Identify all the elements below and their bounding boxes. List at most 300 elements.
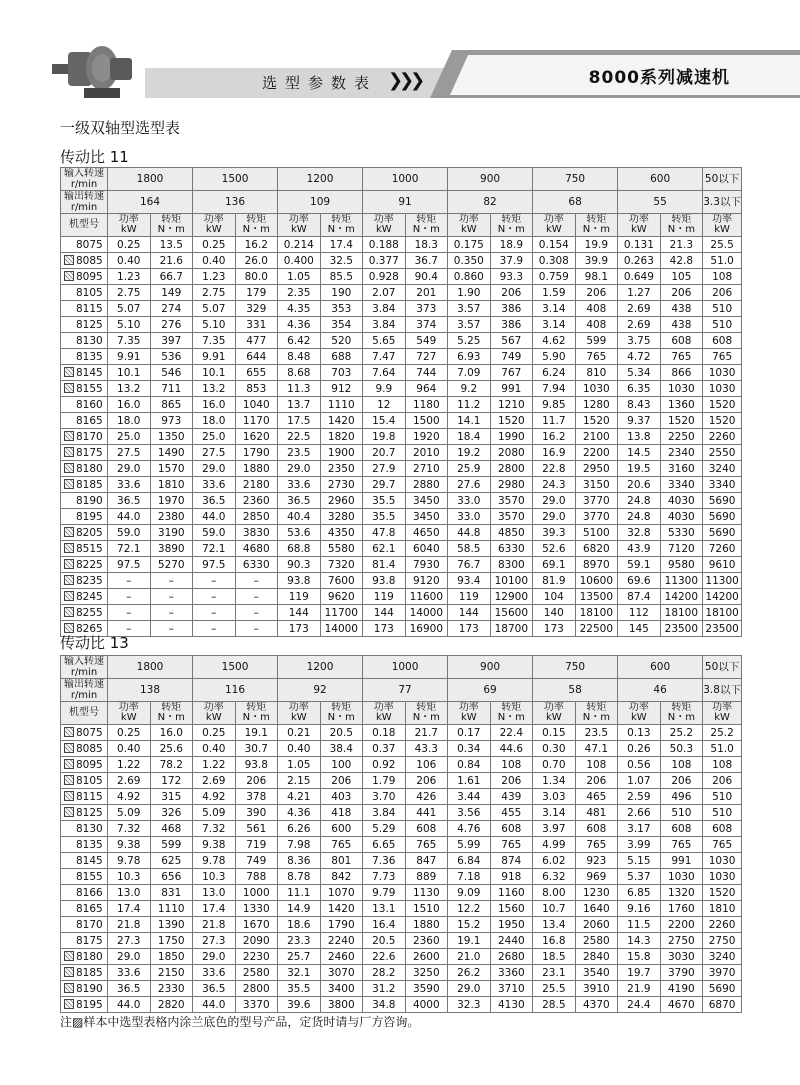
torque-unit: N・m xyxy=(497,224,525,235)
model-label: 机型号 xyxy=(61,214,108,237)
highlight-swatch-icon xyxy=(64,575,74,585)
torque-label: 转矩 xyxy=(331,214,352,225)
power-col-header xyxy=(108,214,151,237)
value-cell: 27.3 xyxy=(108,933,151,949)
value-cell: 510 xyxy=(703,301,742,317)
value-cell: 1030 xyxy=(703,381,742,397)
value-cell: 9.37 xyxy=(618,413,661,429)
value-cell: 50.3 xyxy=(660,741,703,757)
value-cell: 10.1 xyxy=(193,365,236,381)
table-row xyxy=(61,621,742,637)
value-cell: 11.7 xyxy=(533,413,576,429)
value-cell: 4.36 xyxy=(278,805,321,821)
value-cell: 10.7 xyxy=(533,901,576,917)
value-cell: 1360 xyxy=(660,397,703,413)
value-cell: 2.69 xyxy=(193,773,236,789)
power-col-header xyxy=(193,214,236,237)
value-cell: 179 xyxy=(235,285,278,301)
value-cell: 1.23 xyxy=(193,269,236,285)
value-cell: 58.5 xyxy=(448,541,491,557)
value-cell: 52.6 xyxy=(533,541,576,557)
output-speed-value: 82 xyxy=(448,191,533,214)
table-row xyxy=(61,317,742,333)
value-cell: 1030 xyxy=(575,381,618,397)
power-col-header xyxy=(278,702,321,725)
value-cell: 1.59 xyxy=(533,285,576,301)
value-cell: 1.27 xyxy=(618,285,661,301)
input-speed-value: 1000 xyxy=(363,656,448,679)
value-cell: 2150 xyxy=(150,965,193,981)
value-cell: 1920 xyxy=(405,429,448,445)
model-number: 8155 xyxy=(76,382,103,395)
value-cell: 2330 xyxy=(150,981,193,997)
value-cell: 4130 xyxy=(490,997,533,1013)
table-row xyxy=(61,269,742,285)
model-cell xyxy=(61,445,108,461)
value-cell: 6330 xyxy=(490,541,533,557)
value-cell: 18100 xyxy=(575,605,618,621)
value-cell: – xyxy=(108,621,151,637)
value-cell: 3570 xyxy=(490,493,533,509)
power-unit: kW xyxy=(631,224,647,235)
value-cell: 51.0 xyxy=(703,253,742,269)
power-unit: kW xyxy=(205,224,222,235)
value-cell: 546 xyxy=(150,365,193,381)
input-speed-value: 1500 xyxy=(193,656,278,679)
input-speed-text: 输入转速 xyxy=(64,168,104,179)
table-row xyxy=(61,301,742,317)
model-cell xyxy=(61,493,108,509)
value-cell: 7.73 xyxy=(363,869,406,885)
power-col-header xyxy=(193,702,236,725)
value-cell: 106 xyxy=(405,757,448,773)
value-cell: 206 xyxy=(660,285,703,301)
model-number: 8195 xyxy=(76,998,103,1011)
value-cell: 16.4 xyxy=(363,917,406,933)
value-cell: 8.00 xyxy=(533,885,576,901)
torque-col-header xyxy=(405,214,448,237)
highlight-swatch-icon xyxy=(64,255,74,265)
value-cell: 30.7 xyxy=(235,741,278,757)
value-cell: 7.35 xyxy=(108,333,151,349)
model-cell xyxy=(61,541,108,557)
value-cell: 16.0 xyxy=(108,397,151,413)
value-cell: 20.5 xyxy=(363,933,406,949)
value-cell: 19.2 xyxy=(448,445,491,461)
value-cell: 1520 xyxy=(575,413,618,429)
value-cell: 69.6 xyxy=(618,573,661,589)
value-cell: 8300 xyxy=(490,557,533,573)
model-cell xyxy=(61,365,108,381)
value-cell: 912 xyxy=(320,381,363,397)
value-cell: 0.400 xyxy=(278,253,321,269)
value-cell: 0.40 xyxy=(193,741,236,757)
power-unit: kW xyxy=(205,712,222,723)
value-cell: 19.8 xyxy=(363,429,406,445)
model-cell xyxy=(61,917,108,933)
torque-unit: N・m xyxy=(582,224,610,235)
value-cell: 1000 xyxy=(235,885,278,901)
value-cell: 15.8 xyxy=(618,949,661,965)
value-cell: 18.3 xyxy=(405,237,448,253)
value-cell: 1900 xyxy=(320,445,363,461)
value-cell: 9.91 xyxy=(193,349,236,365)
model-cell xyxy=(61,509,108,525)
value-cell: 1.22 xyxy=(193,757,236,773)
model-number: 8180 xyxy=(76,462,103,475)
value-cell: 97.5 xyxy=(108,557,151,573)
value-cell: 1330 xyxy=(235,901,278,917)
value-cell: 7.18 xyxy=(448,869,491,885)
value-cell: 28.5 xyxy=(533,997,576,1013)
model-cell xyxy=(61,381,108,397)
value-cell: 765 xyxy=(320,837,363,853)
power-col-header xyxy=(703,214,742,237)
value-cell: 11.2 xyxy=(448,397,491,413)
torque-col-header xyxy=(235,702,278,725)
output-speed-value: 91 xyxy=(363,191,448,214)
value-cell: 5.07 xyxy=(193,301,236,317)
torque-label: 转矩 xyxy=(586,702,607,713)
value-cell: 0.40 xyxy=(108,741,151,757)
value-cell: 10.1 xyxy=(108,365,151,381)
value-cell: 9.16 xyxy=(618,901,661,917)
value-cell: 36.5 xyxy=(193,981,236,997)
power-col-header xyxy=(533,214,576,237)
value-cell: 390 xyxy=(235,805,278,821)
torque-col-header xyxy=(660,214,703,237)
value-cell: 144 xyxy=(278,605,321,621)
value-cell: 26.0 xyxy=(235,253,278,269)
value-cell: 7600 xyxy=(320,573,363,589)
value-cell: 22.8 xyxy=(533,461,576,477)
value-cell: 3540 xyxy=(575,965,618,981)
value-cell: 765 xyxy=(490,837,533,853)
value-cell: 549 xyxy=(405,333,448,349)
value-cell: 655 xyxy=(235,365,278,381)
table-row xyxy=(61,821,742,837)
model-number: 8245 xyxy=(76,590,103,603)
value-cell: 608 xyxy=(490,821,533,837)
model-number: 8075 xyxy=(76,726,103,739)
power-unit: kW xyxy=(631,712,647,723)
torque-col-header xyxy=(490,214,533,237)
value-cell: 33.6 xyxy=(108,965,151,981)
value-cell: 19.7 xyxy=(618,965,661,981)
model-cell xyxy=(61,573,108,589)
value-cell: 1110 xyxy=(150,901,193,917)
value-cell: 206 xyxy=(490,285,533,301)
model-cell xyxy=(61,333,108,349)
value-cell: 1500 xyxy=(405,413,448,429)
value-cell: 23.1 xyxy=(533,965,576,981)
table-row xyxy=(61,949,742,965)
value-cell: 19.5 xyxy=(618,461,661,477)
input-speed-text: 输入转速 xyxy=(64,656,104,667)
value-cell: 1.34 xyxy=(533,773,576,789)
value-cell: 206 xyxy=(660,773,703,789)
value-cell: 23.5 xyxy=(278,445,321,461)
value-cell: 3590 xyxy=(405,981,448,997)
value-cell: 6.85 xyxy=(618,885,661,901)
value-cell: 31.2 xyxy=(363,981,406,997)
value-cell: 108 xyxy=(660,757,703,773)
value-cell: 5.34 xyxy=(618,365,661,381)
value-cell: 1790 xyxy=(320,917,363,933)
model-cell xyxy=(61,413,108,429)
model-cell xyxy=(61,869,108,885)
value-cell: 3.84 xyxy=(363,805,406,821)
torque-label: 转矩 xyxy=(671,214,692,225)
value-cell: 2840 xyxy=(575,949,618,965)
output-speed-value: 138 xyxy=(108,679,193,702)
value-cell: 7320 xyxy=(320,557,363,573)
value-cell: 33.6 xyxy=(108,477,151,493)
torque-col-header xyxy=(320,214,363,237)
value-cell: 608 xyxy=(660,821,703,837)
value-cell: 2.69 xyxy=(618,317,661,333)
value-cell: 9.9 xyxy=(363,381,406,397)
ratio-label-11: 传动比 11 xyxy=(60,148,129,166)
value-cell: 206 xyxy=(575,285,618,301)
power-col-header xyxy=(703,702,742,725)
power-label: 功率 xyxy=(543,702,564,713)
value-cell: 27.6 xyxy=(448,477,491,493)
highlight-swatch-icon xyxy=(64,791,74,801)
power-label: 功率 xyxy=(118,214,139,225)
highlight-swatch-icon xyxy=(64,967,74,977)
model-cell xyxy=(61,461,108,477)
value-cell: 2710 xyxy=(405,461,448,477)
value-cell: 4.72 xyxy=(618,349,661,365)
value-cell: 1030 xyxy=(703,869,742,885)
value-cell: 27.5 xyxy=(193,445,236,461)
value-cell: 3.14 xyxy=(533,301,576,317)
section-title: 一级双轴型选型表 xyxy=(60,119,181,137)
value-cell: – xyxy=(193,621,236,637)
value-cell: 1510 xyxy=(405,901,448,917)
output-speed-unit: r/min xyxy=(70,690,98,701)
highlight-swatch-icon xyxy=(64,759,74,769)
value-cell: 477 xyxy=(235,333,278,349)
value-cell: 27.9 xyxy=(363,461,406,477)
value-cell: 1210 xyxy=(490,397,533,413)
value-cell: 35.5 xyxy=(278,981,321,997)
value-cell: 608 xyxy=(703,821,742,837)
value-cell: 13.2 xyxy=(193,381,236,397)
value-cell: 386 xyxy=(490,317,533,333)
value-cell: 0.214 xyxy=(278,237,321,253)
value-cell: 0.13 xyxy=(618,725,661,741)
value-cell: 567 xyxy=(490,333,533,349)
value-cell: 1880 xyxy=(235,461,278,477)
ratio-label-13: 传动比 13 xyxy=(60,634,129,652)
page-header xyxy=(0,0,800,110)
value-cell: 1030 xyxy=(660,869,703,885)
value-cell: 11.3 xyxy=(278,381,321,397)
value-cell: 23500 xyxy=(660,621,703,637)
value-cell: 3.57 xyxy=(448,317,491,333)
value-cell: 8.36 xyxy=(278,853,321,869)
table-row xyxy=(61,853,742,869)
model-cell xyxy=(61,837,108,853)
value-cell: 2100 xyxy=(575,429,618,445)
value-cell: 2880 xyxy=(405,477,448,493)
value-cell: 0.860 xyxy=(448,269,491,285)
value-cell: 1.90 xyxy=(448,285,491,301)
output-speed-value: 55 xyxy=(618,191,703,214)
highlight-swatch-icon xyxy=(64,607,74,617)
table-row xyxy=(61,365,742,381)
table-row xyxy=(61,981,742,997)
value-cell: 1.23 xyxy=(108,269,151,285)
value-cell: 1030 xyxy=(703,365,742,381)
value-cell: 439 xyxy=(490,789,533,805)
value-cell: 4030 xyxy=(660,493,703,509)
value-cell: 2960 xyxy=(320,493,363,509)
model-cell xyxy=(61,349,108,365)
highlight-swatch-icon xyxy=(64,623,74,633)
value-cell: 97.5 xyxy=(193,557,236,573)
model-number: 8190 xyxy=(76,982,103,995)
value-cell: 688 xyxy=(320,349,363,365)
table-row xyxy=(61,773,742,789)
value-cell: 0.15 xyxy=(533,725,576,741)
value-cell: 276 xyxy=(150,317,193,333)
power-label: 功率 xyxy=(458,702,479,713)
value-cell: 656 xyxy=(150,869,193,885)
value-cell: 5270 xyxy=(150,557,193,573)
model-cell xyxy=(61,285,108,301)
model-number: 8105 xyxy=(76,286,103,299)
value-cell: 20.5 xyxy=(320,725,363,741)
value-cell: 140 xyxy=(533,605,576,621)
value-cell: 2950 xyxy=(575,461,618,477)
value-cell: 1320 xyxy=(660,885,703,901)
value-cell: 3160 xyxy=(660,461,703,477)
value-cell: 10100 xyxy=(490,573,533,589)
value-cell: 1030 xyxy=(703,853,742,869)
value-cell: 4.92 xyxy=(193,789,236,805)
value-cell: 44.0 xyxy=(108,997,151,1013)
model-cell xyxy=(61,269,108,285)
value-cell: 29.7 xyxy=(363,477,406,493)
value-cell: 16.0 xyxy=(193,397,236,413)
value-cell: 173 xyxy=(448,621,491,637)
table-row xyxy=(61,997,742,1013)
value-cell: – xyxy=(235,605,278,621)
value-cell: 16.9 xyxy=(533,445,576,461)
footnote: 注▨样本中选型表格内涂兰底色的型号产品，定货时请与厂方咨询。 xyxy=(60,1015,420,1029)
value-cell: 6.32 xyxy=(533,869,576,885)
value-cell: 24.3 xyxy=(533,477,576,493)
value-cell: 3.03 xyxy=(533,789,576,805)
value-cell: 2.15 xyxy=(278,773,321,789)
value-cell: 7.47 xyxy=(363,349,406,365)
value-cell: – xyxy=(150,621,193,637)
value-cell: 15600 xyxy=(490,605,533,621)
table-row xyxy=(61,917,742,933)
value-cell: 5580 xyxy=(320,541,363,557)
value-cell: 16900 xyxy=(405,621,448,637)
value-cell: 1.61 xyxy=(448,773,491,789)
power-unit: kW xyxy=(290,712,307,723)
power-label: 功率 xyxy=(288,214,309,225)
value-cell: 5.37 xyxy=(618,869,661,885)
value-cell: 35.5 xyxy=(363,493,406,509)
value-cell: 3910 xyxy=(575,981,618,997)
power-label: 功率 xyxy=(373,214,394,225)
value-cell: 403 xyxy=(320,789,363,805)
power-unit: kW xyxy=(375,712,392,723)
table-row xyxy=(61,589,742,605)
power-col-header xyxy=(363,702,406,725)
table-row xyxy=(61,557,742,573)
value-cell: 206 xyxy=(703,285,742,301)
output-speed-value: 77 xyxy=(363,679,448,702)
value-cell: 865 xyxy=(150,397,193,413)
value-cell: 9.91 xyxy=(108,349,151,365)
header-row-output-speed xyxy=(61,679,742,702)
value-cell: 29.0 xyxy=(193,461,236,477)
value-cell: 5690 xyxy=(703,981,742,997)
value-cell: 145 xyxy=(618,621,661,637)
value-cell: 108 xyxy=(703,269,742,285)
value-cell: 510 xyxy=(703,805,742,821)
value-cell: 5.99 xyxy=(448,837,491,853)
output-speed-value: 136 xyxy=(193,191,278,214)
highlight-swatch-icon xyxy=(64,743,74,753)
value-cell: 10600 xyxy=(575,573,618,589)
value-cell: 85.5 xyxy=(320,269,363,285)
value-cell: 749 xyxy=(235,853,278,869)
table-row xyxy=(61,493,742,509)
value-cell: 3240 xyxy=(703,461,742,477)
value-cell: 173 xyxy=(278,621,321,637)
output-speed-text: 输出转速 xyxy=(64,679,104,690)
value-cell: 0.37 xyxy=(363,741,406,757)
value-cell: 5.65 xyxy=(363,333,406,349)
value-cell: 3710 xyxy=(490,981,533,997)
model-number: 8075 xyxy=(76,238,103,251)
value-cell: 1750 xyxy=(150,933,193,949)
value-cell: 108 xyxy=(703,757,742,773)
value-cell: 11700 xyxy=(320,605,363,621)
value-cell: 2200 xyxy=(575,445,618,461)
value-cell: 11300 xyxy=(703,573,742,589)
model-number: 8180 xyxy=(76,950,103,963)
value-cell: 1640 xyxy=(575,901,618,917)
power-label: 功率 xyxy=(373,702,394,713)
value-cell: 14200 xyxy=(703,589,742,605)
value-cell: 29.0 xyxy=(108,461,151,477)
value-cell: 21.6 xyxy=(150,253,193,269)
value-cell: 32.3 xyxy=(448,997,491,1013)
value-cell: 5.90 xyxy=(533,349,576,365)
highlight-swatch-icon xyxy=(64,951,74,961)
value-cell: 25.2 xyxy=(660,725,703,741)
table-row xyxy=(61,901,742,917)
value-cell: 93.4 xyxy=(448,573,491,589)
value-cell: 3.44 xyxy=(448,789,491,805)
value-cell: 496 xyxy=(660,789,703,805)
value-cell: 1.79 xyxy=(363,773,406,789)
value-cell: 25.5 xyxy=(533,981,576,997)
torque-unit: N・m xyxy=(667,712,695,723)
value-cell: 35.5 xyxy=(363,509,406,525)
input-speed-value: 1800 xyxy=(108,168,193,191)
model-number: 8225 xyxy=(76,558,103,571)
